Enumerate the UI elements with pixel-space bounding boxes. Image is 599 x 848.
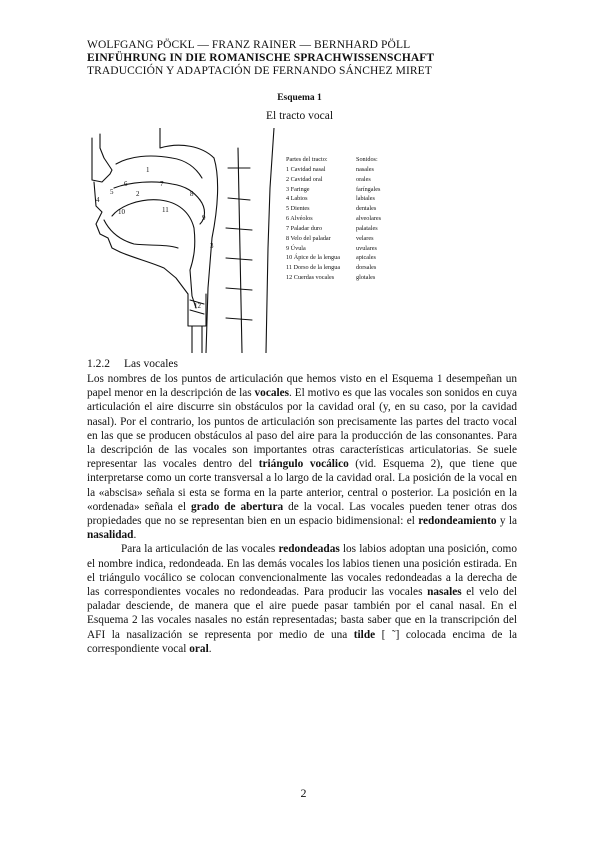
p2-term-redondeadas: redondeadas: [278, 543, 340, 556]
legend-part: 4 Labios: [286, 195, 308, 203]
schema-title: Esquema 1: [277, 93, 322, 103]
diagram-label-7: 7: [160, 180, 164, 188]
legend-row: [286, 194, 381, 204]
diagram-label-3: 3: [210, 242, 214, 250]
p1-text-4: de la vocal. Las vocales pueden tener otras dos propiedades que no se representan bien en un espacio bidimensional: el: [87, 500, 518, 528]
legend-part: 8 Velo del paladar: [286, 234, 331, 242]
diagram-label-11: 11: [162, 206, 169, 214]
legend-part: 6 Alvéolos: [286, 215, 313, 223]
legend-row: [286, 273, 381, 283]
p1-term-redondeamiento: redondeamiento: [418, 515, 497, 528]
legend-sound: orales: [356, 175, 371, 183]
legend-sound: dorsales: [356, 264, 377, 272]
p1-term-triangulo: triángulo vocálico: [258, 458, 349, 471]
diagram-label-5: 5: [110, 188, 114, 196]
p2-text-2: los labios adoptan una posición, como el nombre indica, redondeada. En las demás vocales los labios tienen una posición estirada. En el triángulo vocálico se colocan convencionalmente las vocales redondeadas a la derecha de las correspondientes vocales no redondeadas. Para producir las vocales: [87, 543, 517, 599]
vocal-tract-diagram: [90, 128, 275, 353]
legend-part: 2 Cavidad oral: [286, 175, 323, 183]
diagram-label-8: 8: [190, 190, 194, 198]
p2-text-3: el velo del paladar desciende, de manera que el aire puede pasar también por el canal nasal. En el Esquema 2 las vocales nasales no están representadas; basta saber que en la transcripción del AFI la nasalización se representa por medio de una: [87, 586, 517, 641]
p2-text-5: .: [208, 642, 212, 655]
p1-text-2: . El motivo es que las vocales son sonidos en cuya articulación el aire discurre sin obstáculos por la cavidad oral (y, en su caso, por la cavidad nasal). Por el contrario, los puntos de articulación son precisamente las partes del tracto vocal en las que se producen obstáculos al paso del aire para la producción de las consonantes. Para la descripción de las vocales son importantes otras características articulatorias. Se suele representar las vocales dentro del: [87, 387, 517, 471]
header-translation: TRADUCCIÓN Y ADAPTACIÓN DE FERNANDO SÁNCHEZ MIRET: [87, 65, 432, 77]
p1-term-grado: grado de abertura: [190, 500, 284, 513]
section-number: 1.2.2: [87, 358, 110, 370]
p2-term-tilde: tilde: [353, 628, 376, 641]
p1-term-nasalidad: nasalidad: [87, 529, 134, 542]
diagram-label-9: 9: [202, 214, 206, 222]
legend-header-row: [286, 155, 381, 165]
p2-text-1: Para la articulación de las vocales: [121, 543, 279, 556]
legend-sound: faríngales: [356, 185, 381, 193]
legend-row: [286, 185, 381, 195]
legend-row: [286, 253, 381, 263]
legend-sound: palatales: [356, 224, 378, 232]
paragraph-1: [87, 372, 517, 542]
header-authors: WOLFGANG PÖCKL — FRANZ RAINER — BERNHARD PÖLL: [87, 39, 411, 51]
running-header: [87, 39, 527, 78]
diagram-label-6: 6: [124, 180, 128, 188]
legend-sound: glotales: [356, 274, 376, 282]
legend-sound: uvulares: [356, 244, 377, 252]
legend-row: [286, 244, 381, 254]
p1-text-1: Los nombres de los puntos de articulación que hemos visto en el Esquema 1 desempeñan un papel menor en la descripción de las: [87, 373, 517, 400]
diagram-label-10: 10: [118, 208, 125, 216]
header-book-title: EINFÜHRUNG IN DIE ROMANISCHE SPRACHWISSENSCHAFT: [87, 52, 435, 64]
legend-row: [286, 204, 381, 214]
body-text: [87, 372, 517, 656]
legend-sound: labiales: [356, 195, 375, 203]
section-heading: [87, 358, 178, 370]
page-number: 2: [300, 786, 307, 800]
legend-sound: dentales: [356, 205, 377, 213]
diagram-label-2: 2: [136, 190, 140, 198]
legend-row: [286, 175, 381, 185]
legend-row: [286, 234, 381, 244]
p1-text-6: .: [133, 529, 137, 542]
legend-head-parts: Partes del tracto:: [286, 156, 328, 163]
diagram-label-12: 12: [194, 302, 201, 310]
section-title: Las vocales: [124, 358, 178, 370]
paragraph-2: [87, 542, 517, 656]
legend-sound: alveolares: [356, 215, 382, 223]
legend-sound: velares: [356, 234, 374, 242]
legend-part: 12 Cuerdas vocales: [286, 274, 335, 282]
legend-head-sounds: Sonidos:: [356, 156, 378, 163]
legend-sound: nasales: [356, 165, 374, 173]
p2-term-nasales: nasales: [427, 586, 462, 599]
p1-term-vocales: vocales: [254, 387, 290, 400]
legend-row: [286, 165, 381, 175]
p2-text-4: [ ˜] colocada encima de la correspondiente vocal: [87, 628, 517, 655]
legend-part: 10 Ápice de la lengua: [286, 254, 340, 262]
schema-subtitle: El tracto vocal: [265, 110, 334, 122]
diagram-legend: [286, 155, 381, 283]
legend-part: 1 Cavidad nasal: [286, 165, 326, 173]
diagram-label-4: 4: [96, 196, 100, 204]
legend-part: 11 Dorso de la lengua: [286, 264, 341, 272]
legend-part: 7 Paladar duro: [286, 224, 323, 232]
legend-part: 9 Úvula: [286, 244, 306, 252]
legend-sound: apicales: [356, 254, 376, 262]
diagram-label-1: 1: [146, 166, 150, 174]
legend-part: 5 Dientes: [286, 205, 310, 213]
p1-text-3: (vid. Esquema 2), que tiene que interpretarse como un corte transversal a lo largo de la cavidad oral. La posición de la vocal en la «abscisa» señala si esta se forma en la parte anterior, central o posterior. La posición en la «ordenada» señala el: [87, 458, 517, 513]
legend-table: [286, 155, 381, 283]
legend-row: [286, 214, 381, 224]
p2-term-oral: oral: [189, 642, 209, 655]
legend-row: [286, 224, 381, 234]
p1-text-5: y la: [496, 515, 518, 528]
legend-row: [286, 263, 381, 273]
legend-part: 3 Faringe: [286, 185, 310, 193]
